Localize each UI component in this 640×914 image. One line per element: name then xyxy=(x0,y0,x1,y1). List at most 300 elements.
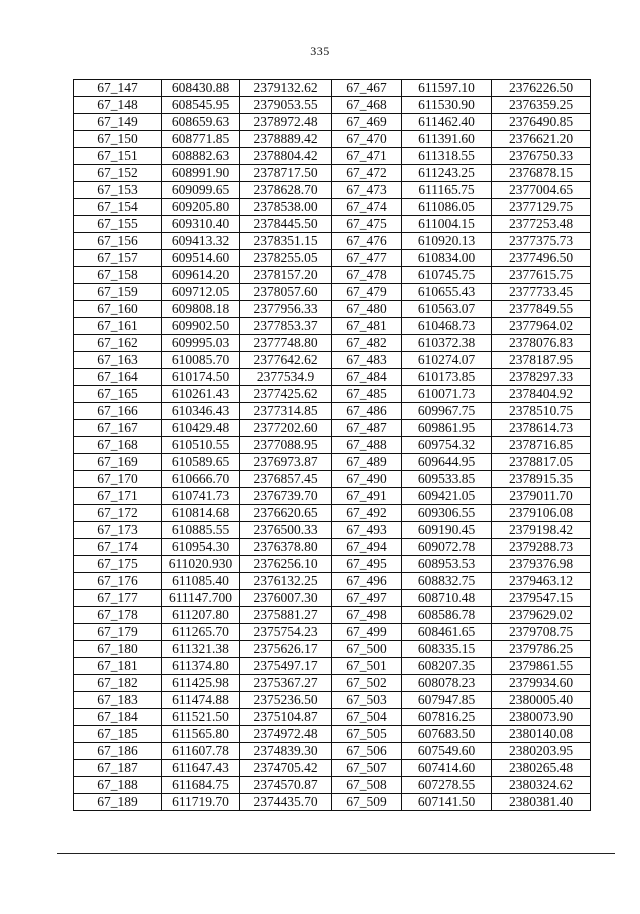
x-coordinate-cell: 607414.60 xyxy=(402,760,492,777)
x-coordinate-cell: 611207.80 xyxy=(162,607,240,624)
point-id-cell: 67_172 xyxy=(74,505,162,522)
x-coordinate-cell: 610589.65 xyxy=(162,454,240,471)
x-coordinate-cell: 610085.70 xyxy=(162,352,240,369)
x-coordinate-cell: 609205.80 xyxy=(162,199,240,216)
y-coordinate-cell: 2379376.98 xyxy=(492,556,591,573)
table-row xyxy=(74,658,591,675)
point-id-cell: 67_151 xyxy=(74,148,162,165)
point-id-cell: 67_481 xyxy=(332,318,402,335)
table-row xyxy=(74,386,591,403)
table-row xyxy=(74,573,591,590)
table-row xyxy=(74,216,591,233)
x-coordinate-cell: 609072.78 xyxy=(402,539,492,556)
y-coordinate-cell: 2376739.70 xyxy=(240,488,332,505)
y-coordinate-cell: 2378057.60 xyxy=(240,284,332,301)
x-coordinate-cell: 608953.53 xyxy=(402,556,492,573)
x-coordinate-cell: 608430.88 xyxy=(162,80,240,97)
table-row xyxy=(74,556,591,573)
x-coordinate-cell: 611243.25 xyxy=(402,165,492,182)
y-coordinate-cell: 2377964.02 xyxy=(492,318,591,335)
y-coordinate-cell: 2379786.25 xyxy=(492,641,591,658)
point-id-cell: 67_491 xyxy=(332,488,402,505)
y-coordinate-cell: 2379861.55 xyxy=(492,658,591,675)
table-row xyxy=(74,709,591,726)
x-coordinate-cell: 609421.05 xyxy=(402,488,492,505)
point-id-cell: 67_167 xyxy=(74,420,162,437)
point-id-cell: 67_483 xyxy=(332,352,402,369)
x-coordinate-cell: 611607.78 xyxy=(162,743,240,760)
y-coordinate-cell: 2377733.45 xyxy=(492,284,591,301)
table-row xyxy=(74,726,591,743)
x-coordinate-cell: 611530.90 xyxy=(402,97,492,114)
x-coordinate-cell: 611374.80 xyxy=(162,658,240,675)
point-id-cell: 67_475 xyxy=(332,216,402,233)
x-coordinate-cell: 610429.48 xyxy=(162,420,240,437)
table-row xyxy=(74,675,591,692)
y-coordinate-cell: 2375881.27 xyxy=(240,607,332,624)
point-id-cell: 67_162 xyxy=(74,335,162,352)
point-id-cell: 67_497 xyxy=(332,590,402,607)
bottom-rule xyxy=(57,853,615,854)
x-coordinate-cell: 611004.15 xyxy=(402,216,492,233)
y-coordinate-cell: 2377496.50 xyxy=(492,250,591,267)
y-coordinate-cell: 2378717.50 xyxy=(240,165,332,182)
point-id-cell: 67_176 xyxy=(74,573,162,590)
table-row xyxy=(74,403,591,420)
y-coordinate-cell: 2377088.95 xyxy=(240,437,332,454)
point-id-cell: 67_467 xyxy=(332,80,402,97)
point-id-cell: 67_506 xyxy=(332,743,402,760)
point-id-cell: 67_474 xyxy=(332,199,402,216)
table-row xyxy=(74,794,591,811)
y-coordinate-cell: 2377004.65 xyxy=(492,182,591,199)
y-coordinate-cell: 2377375.73 xyxy=(492,233,591,250)
point-id-cell: 67_156 xyxy=(74,233,162,250)
point-id-cell: 67_183 xyxy=(74,692,162,709)
table-row xyxy=(74,641,591,658)
table-row xyxy=(74,114,591,131)
x-coordinate-cell: 610071.73 xyxy=(402,386,492,403)
table-row xyxy=(74,522,591,539)
x-coordinate-cell: 611521.50 xyxy=(162,709,240,726)
point-id-cell: 67_174 xyxy=(74,539,162,556)
y-coordinate-cell: 2377129.75 xyxy=(492,199,591,216)
x-coordinate-cell: 609533.85 xyxy=(402,471,492,488)
y-coordinate-cell: 2379106.08 xyxy=(492,505,591,522)
y-coordinate-cell: 2375754.23 xyxy=(240,624,332,641)
x-coordinate-cell: 610655.43 xyxy=(402,284,492,301)
point-id-cell: 67_153 xyxy=(74,182,162,199)
point-id-cell: 67_177 xyxy=(74,590,162,607)
x-coordinate-cell: 608832.75 xyxy=(402,573,492,590)
point-id-cell: 67_161 xyxy=(74,318,162,335)
point-id-cell: 67_489 xyxy=(332,454,402,471)
y-coordinate-cell: 2375236.50 xyxy=(240,692,332,709)
x-coordinate-cell: 611321.38 xyxy=(162,641,240,658)
x-coordinate-cell: 610372.38 xyxy=(402,335,492,352)
table-row xyxy=(74,148,591,165)
point-id-cell: 67_468 xyxy=(332,97,402,114)
table-row xyxy=(74,335,591,352)
x-coordinate-cell: 610346.43 xyxy=(162,403,240,420)
y-coordinate-cell: 2377534.9 xyxy=(240,369,332,386)
table-row xyxy=(74,607,591,624)
table-row xyxy=(74,182,591,199)
y-coordinate-cell: 2378157.20 xyxy=(240,267,332,284)
point-id-cell: 67_150 xyxy=(74,131,162,148)
x-coordinate-cell: 609712.05 xyxy=(162,284,240,301)
x-coordinate-cell: 608335.15 xyxy=(402,641,492,658)
y-coordinate-cell: 2378538.00 xyxy=(240,199,332,216)
table-row xyxy=(74,692,591,709)
x-coordinate-cell: 608207.35 xyxy=(402,658,492,675)
x-coordinate-cell: 610173.85 xyxy=(402,369,492,386)
table-row xyxy=(74,267,591,284)
x-coordinate-cell: 609514.60 xyxy=(162,250,240,267)
y-coordinate-cell: 2378628.70 xyxy=(240,182,332,199)
y-coordinate-cell: 2376750.33 xyxy=(492,148,591,165)
point-id-cell: 67_494 xyxy=(332,539,402,556)
point-id-cell: 67_484 xyxy=(332,369,402,386)
table-row xyxy=(74,488,591,505)
y-coordinate-cell: 2378297.33 xyxy=(492,369,591,386)
table-row xyxy=(74,97,591,114)
point-id-cell: 67_470 xyxy=(332,131,402,148)
point-id-cell: 67_472 xyxy=(332,165,402,182)
x-coordinate-cell: 607683.50 xyxy=(402,726,492,743)
x-coordinate-cell: 607141.50 xyxy=(402,794,492,811)
table-row xyxy=(74,318,591,335)
point-id-cell: 67_485 xyxy=(332,386,402,403)
x-coordinate-cell: 611085.40 xyxy=(162,573,240,590)
x-coordinate-cell: 611597.10 xyxy=(402,80,492,97)
point-id-cell: 67_175 xyxy=(74,556,162,573)
table-row xyxy=(74,131,591,148)
y-coordinate-cell: 2376256.10 xyxy=(240,556,332,573)
point-id-cell: 67_482 xyxy=(332,335,402,352)
x-coordinate-cell: 609190.45 xyxy=(402,522,492,539)
x-coordinate-cell: 610954.30 xyxy=(162,539,240,556)
y-coordinate-cell: 2376500.33 xyxy=(240,522,332,539)
point-id-cell: 67_499 xyxy=(332,624,402,641)
x-coordinate-cell: 611265.70 xyxy=(162,624,240,641)
point-id-cell: 67_164 xyxy=(74,369,162,386)
x-coordinate-cell: 611647.43 xyxy=(162,760,240,777)
point-id-cell: 67_487 xyxy=(332,420,402,437)
y-coordinate-cell: 2378804.42 xyxy=(240,148,332,165)
point-id-cell: 67_507 xyxy=(332,760,402,777)
point-id-cell: 67_180 xyxy=(74,641,162,658)
x-coordinate-cell: 607816.25 xyxy=(402,709,492,726)
x-coordinate-cell: 610468.73 xyxy=(402,318,492,335)
x-coordinate-cell: 610745.75 xyxy=(402,267,492,284)
point-id-cell: 67_155 xyxy=(74,216,162,233)
point-id-cell: 67_160 xyxy=(74,301,162,318)
point-id-cell: 67_173 xyxy=(74,522,162,539)
y-coordinate-cell: 2377748.80 xyxy=(240,335,332,352)
x-coordinate-cell: 610563.07 xyxy=(402,301,492,318)
point-id-cell: 67_486 xyxy=(332,403,402,420)
y-coordinate-cell: 2374705.42 xyxy=(240,760,332,777)
y-coordinate-cell: 2376878.15 xyxy=(492,165,591,182)
x-coordinate-cell: 611462.40 xyxy=(402,114,492,131)
y-coordinate-cell: 2378187.95 xyxy=(492,352,591,369)
point-id-cell: 67_508 xyxy=(332,777,402,794)
y-coordinate-cell: 2376857.45 xyxy=(240,471,332,488)
y-coordinate-cell: 2379934.60 xyxy=(492,675,591,692)
x-coordinate-cell: 610174.50 xyxy=(162,369,240,386)
page-number: 335 xyxy=(310,44,330,58)
y-coordinate-cell: 2378510.75 xyxy=(492,403,591,420)
y-coordinate-cell: 2376621.20 xyxy=(492,131,591,148)
table-row xyxy=(74,760,591,777)
x-coordinate-cell: 608078.23 xyxy=(402,675,492,692)
y-coordinate-cell: 2377849.55 xyxy=(492,301,591,318)
x-coordinate-cell: 609861.95 xyxy=(402,420,492,437)
point-id-cell: 67_502 xyxy=(332,675,402,692)
point-id-cell: 67_492 xyxy=(332,505,402,522)
point-id-cell: 67_480 xyxy=(332,301,402,318)
x-coordinate-cell: 608771.85 xyxy=(162,131,240,148)
x-coordinate-cell: 607278.55 xyxy=(402,777,492,794)
y-coordinate-cell: 2376226.50 xyxy=(492,80,591,97)
x-coordinate-cell: 609995.03 xyxy=(162,335,240,352)
point-id-cell: 67_171 xyxy=(74,488,162,505)
point-id-cell: 67_147 xyxy=(74,80,162,97)
y-coordinate-cell: 2380324.62 xyxy=(492,777,591,794)
y-coordinate-cell: 2378716.85 xyxy=(492,437,591,454)
x-coordinate-cell: 610741.73 xyxy=(162,488,240,505)
x-coordinate-cell: 609644.95 xyxy=(402,454,492,471)
y-coordinate-cell: 2378404.92 xyxy=(492,386,591,403)
y-coordinate-cell: 2376132.25 xyxy=(240,573,332,590)
point-id-cell: 67_163 xyxy=(74,352,162,369)
point-id-cell: 67_186 xyxy=(74,743,162,760)
x-coordinate-cell: 610510.55 xyxy=(162,437,240,454)
x-coordinate-cell: 611086.05 xyxy=(402,199,492,216)
point-id-cell: 67_495 xyxy=(332,556,402,573)
point-id-cell: 67_149 xyxy=(74,114,162,131)
y-coordinate-cell: 2379288.73 xyxy=(492,539,591,556)
x-coordinate-cell: 610261.43 xyxy=(162,386,240,403)
table-row xyxy=(74,352,591,369)
x-coordinate-cell: 609902.50 xyxy=(162,318,240,335)
table-row xyxy=(74,284,591,301)
x-coordinate-cell: 610274.07 xyxy=(402,352,492,369)
table-row xyxy=(74,471,591,488)
x-coordinate-cell: 611318.55 xyxy=(402,148,492,165)
point-id-cell: 67_169 xyxy=(74,454,162,471)
x-coordinate-cell: 611425.98 xyxy=(162,675,240,692)
point-id-cell: 67_178 xyxy=(74,607,162,624)
y-coordinate-cell: 2375104.87 xyxy=(240,709,332,726)
point-id-cell: 67_496 xyxy=(332,573,402,590)
x-coordinate-cell: 609306.55 xyxy=(402,505,492,522)
y-coordinate-cell: 2377202.60 xyxy=(240,420,332,437)
point-id-cell: 67_505 xyxy=(332,726,402,743)
y-coordinate-cell: 2380005.40 xyxy=(492,692,591,709)
point-id-cell: 67_490 xyxy=(332,471,402,488)
x-coordinate-cell: 607947.85 xyxy=(402,692,492,709)
point-id-cell: 67_469 xyxy=(332,114,402,131)
y-coordinate-cell: 2378076.83 xyxy=(492,335,591,352)
point-id-cell: 67_503 xyxy=(332,692,402,709)
x-coordinate-cell: 610834.00 xyxy=(402,250,492,267)
point-id-cell: 67_493 xyxy=(332,522,402,539)
x-coordinate-cell: 609099.65 xyxy=(162,182,240,199)
point-id-cell: 67_479 xyxy=(332,284,402,301)
y-coordinate-cell: 2380381.40 xyxy=(492,794,591,811)
point-id-cell: 67_154 xyxy=(74,199,162,216)
x-coordinate-cell: 608659.63 xyxy=(162,114,240,131)
x-coordinate-cell: 610666.70 xyxy=(162,471,240,488)
point-id-cell: 67_165 xyxy=(74,386,162,403)
x-coordinate-cell: 609754.32 xyxy=(402,437,492,454)
y-coordinate-cell: 2376378.80 xyxy=(240,539,332,556)
x-coordinate-cell: 609808.18 xyxy=(162,301,240,318)
point-id-cell: 67_189 xyxy=(74,794,162,811)
y-coordinate-cell: 2378445.50 xyxy=(240,216,332,233)
y-coordinate-cell: 2379547.15 xyxy=(492,590,591,607)
point-id-cell: 67_168 xyxy=(74,437,162,454)
y-coordinate-cell: 2378889.42 xyxy=(240,131,332,148)
x-coordinate-cell: 610885.55 xyxy=(162,522,240,539)
y-coordinate-cell: 2374972.48 xyxy=(240,726,332,743)
point-id-cell: 67_188 xyxy=(74,777,162,794)
y-coordinate-cell: 2375497.17 xyxy=(240,658,332,675)
y-coordinate-cell: 2376490.85 xyxy=(492,114,591,131)
table-row xyxy=(74,420,591,437)
y-coordinate-cell: 2375367.27 xyxy=(240,675,332,692)
point-id-cell: 67_477 xyxy=(332,250,402,267)
y-coordinate-cell: 2379463.12 xyxy=(492,573,591,590)
y-coordinate-cell: 2379011.70 xyxy=(492,488,591,505)
x-coordinate-cell: 607549.60 xyxy=(402,743,492,760)
x-coordinate-cell: 611165.75 xyxy=(402,182,492,199)
point-id-cell: 67_148 xyxy=(74,97,162,114)
table-row xyxy=(74,777,591,794)
table-row xyxy=(74,743,591,760)
point-id-cell: 67_152 xyxy=(74,165,162,182)
point-id-cell: 67_488 xyxy=(332,437,402,454)
table-row xyxy=(74,165,591,182)
x-coordinate-cell: 609967.75 xyxy=(402,403,492,420)
x-coordinate-cell: 611474.88 xyxy=(162,692,240,709)
table-row xyxy=(74,80,591,97)
y-coordinate-cell: 2374435.70 xyxy=(240,794,332,811)
point-id-cell: 67_471 xyxy=(332,148,402,165)
x-coordinate-cell: 611391.60 xyxy=(402,131,492,148)
y-coordinate-cell: 2377853.37 xyxy=(240,318,332,335)
x-coordinate-cell: 608545.95 xyxy=(162,97,240,114)
x-coordinate-cell: 608991.90 xyxy=(162,165,240,182)
x-coordinate-cell: 611719.70 xyxy=(162,794,240,811)
y-coordinate-cell: 2374839.30 xyxy=(240,743,332,760)
y-coordinate-cell: 2377642.62 xyxy=(240,352,332,369)
point-id-cell: 67_170 xyxy=(74,471,162,488)
y-coordinate-cell: 2377615.75 xyxy=(492,267,591,284)
table-row xyxy=(74,233,591,250)
point-id-cell: 67_158 xyxy=(74,267,162,284)
point-id-cell: 67_185 xyxy=(74,726,162,743)
x-coordinate-cell: 611020.930 xyxy=(162,556,240,573)
point-id-cell: 67_182 xyxy=(74,675,162,692)
x-coordinate-cell: 608882.63 xyxy=(162,148,240,165)
point-id-cell: 67_179 xyxy=(74,624,162,641)
x-coordinate-cell: 609310.40 xyxy=(162,216,240,233)
table-row xyxy=(74,437,591,454)
y-coordinate-cell: 2374570.87 xyxy=(240,777,332,794)
table-row xyxy=(74,624,591,641)
x-coordinate-cell: 611565.80 xyxy=(162,726,240,743)
y-coordinate-cell: 2378915.35 xyxy=(492,471,591,488)
y-coordinate-cell: 2380203.95 xyxy=(492,743,591,760)
table-row xyxy=(74,301,591,318)
table-row xyxy=(74,590,591,607)
coordinate-table-body xyxy=(74,80,591,811)
table-row xyxy=(74,250,591,267)
y-coordinate-cell: 2380265.48 xyxy=(492,760,591,777)
point-id-cell: 67_157 xyxy=(74,250,162,267)
point-id-cell: 67_187 xyxy=(74,760,162,777)
y-coordinate-cell: 2376007.30 xyxy=(240,590,332,607)
y-coordinate-cell: 2375626.17 xyxy=(240,641,332,658)
table-row xyxy=(74,454,591,471)
y-coordinate-cell: 2379629.02 xyxy=(492,607,591,624)
point-id-cell: 67_509 xyxy=(332,794,402,811)
y-coordinate-cell: 2379198.42 xyxy=(492,522,591,539)
y-coordinate-cell: 2379132.62 xyxy=(240,80,332,97)
point-id-cell: 67_504 xyxy=(332,709,402,726)
y-coordinate-cell: 2377253.48 xyxy=(492,216,591,233)
point-id-cell: 67_498 xyxy=(332,607,402,624)
y-coordinate-cell: 2379708.75 xyxy=(492,624,591,641)
y-coordinate-cell: 2378255.05 xyxy=(240,250,332,267)
table-row xyxy=(74,369,591,386)
table-row xyxy=(74,199,591,216)
point-id-cell: 67_181 xyxy=(74,658,162,675)
point-id-cell: 67_166 xyxy=(74,403,162,420)
x-coordinate-cell: 610814.68 xyxy=(162,505,240,522)
y-coordinate-cell: 2379053.55 xyxy=(240,97,332,114)
point-id-cell: 67_501 xyxy=(332,658,402,675)
y-coordinate-cell: 2377425.62 xyxy=(240,386,332,403)
x-coordinate-cell: 608461.65 xyxy=(402,624,492,641)
y-coordinate-cell: 2377956.33 xyxy=(240,301,332,318)
coordinate-table xyxy=(73,79,591,811)
x-coordinate-cell: 610920.13 xyxy=(402,233,492,250)
y-coordinate-cell: 2378351.15 xyxy=(240,233,332,250)
y-coordinate-cell: 2378972.48 xyxy=(240,114,332,131)
x-coordinate-cell: 611147.700 xyxy=(162,590,240,607)
x-coordinate-cell: 608586.78 xyxy=(402,607,492,624)
point-id-cell: 67_184 xyxy=(74,709,162,726)
y-coordinate-cell: 2380140.08 xyxy=(492,726,591,743)
y-coordinate-cell: 2378817.05 xyxy=(492,454,591,471)
point-id-cell: 67_473 xyxy=(332,182,402,199)
y-coordinate-cell: 2380073.90 xyxy=(492,709,591,726)
y-coordinate-cell: 2377314.85 xyxy=(240,403,332,420)
point-id-cell: 67_159 xyxy=(74,284,162,301)
point-id-cell: 67_500 xyxy=(332,641,402,658)
point-id-cell: 67_478 xyxy=(332,267,402,284)
x-coordinate-cell: 609413.32 xyxy=(162,233,240,250)
x-coordinate-cell: 611684.75 xyxy=(162,777,240,794)
y-coordinate-cell: 2376620.65 xyxy=(240,505,332,522)
y-coordinate-cell: 2376359.25 xyxy=(492,97,591,114)
table-row xyxy=(74,505,591,522)
x-coordinate-cell: 609614.20 xyxy=(162,267,240,284)
